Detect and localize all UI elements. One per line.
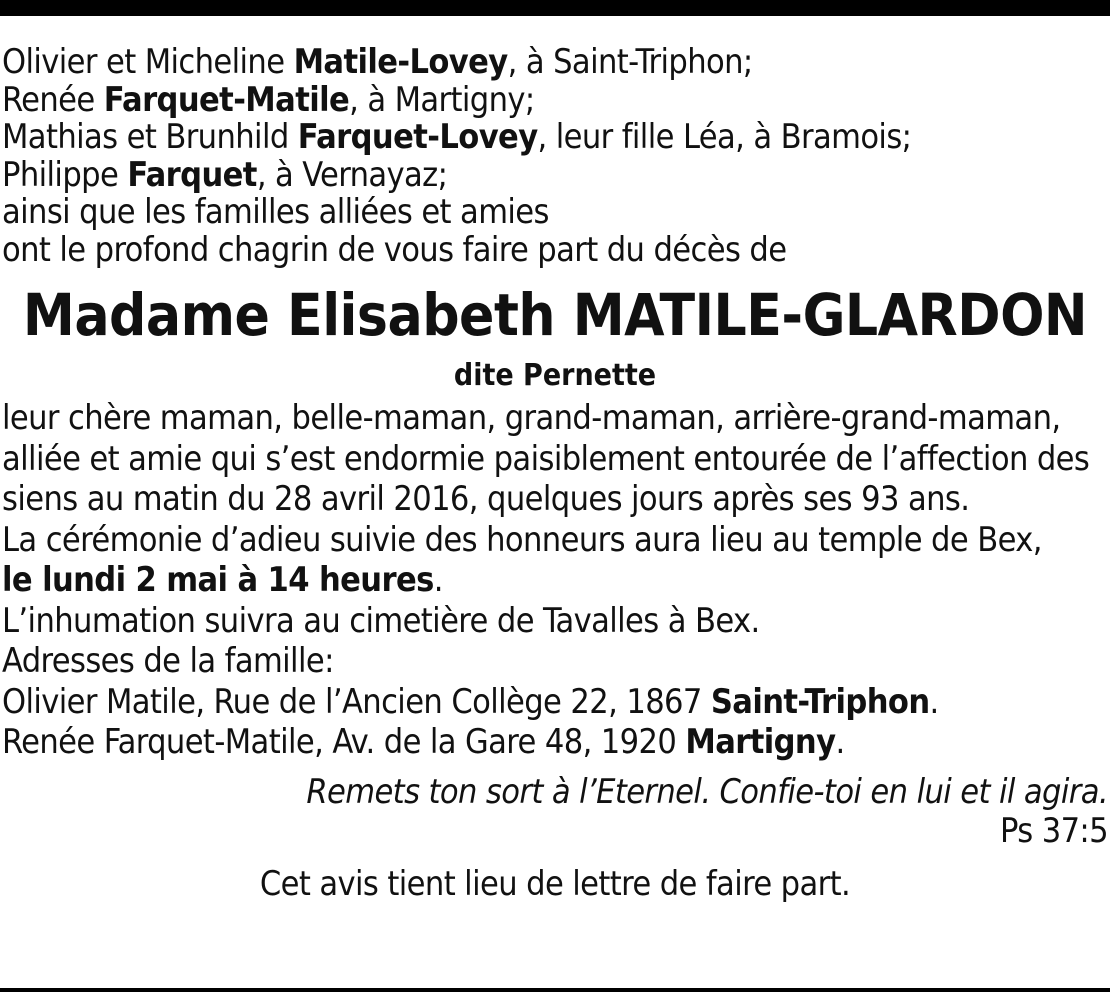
top-border-rule <box>0 0 1110 16</box>
notice-body <box>2 398 1108 763</box>
scripture-reference: Ps 37:5 <box>1000 810 1108 851</box>
address-city: Saint-Triphon <box>710 681 930 722</box>
body-line: alliée et amie qui s’est endormie paisiblement entourée de l’affection des <box>2 438 1090 479</box>
family-name: Farquet-Matile <box>103 79 350 120</box>
address-line: Renée Farquet-Matile, Av. de la Gare 48, 1920 Martigny. <box>2 722 845 762</box>
family-name: Matile-Lovey <box>293 42 508 82</box>
body-line: siens au matin du 28 avril 2016, quelques jours après ses 93 ans. <box>2 479 970 519</box>
family-name: Farquet <box>127 154 257 195</box>
family-line: Olivier et Micheline Matile-Lovey, à Saint-Triphon; <box>2 42 753 82</box>
body-line: La cérémonie d’adieu suivie des honneurs aura lieu au temple de Bex, <box>2 519 1042 560</box>
notice-footer: Cet avis tient lieu de lettre de faire part. <box>259 863 851 904</box>
address-city: Martigny <box>685 722 836 762</box>
family-list <box>2 44 1108 269</box>
ceremony-time: le lundi 2 mai à 14 heures. <box>2 560 443 600</box>
addresses-label: Adresses de la famille: <box>2 641 334 681</box>
burial-line: L’inhumation suivra au cimetière de Tavalles à Bex. <box>2 600 760 641</box>
scripture-quote: Remets ton sort à l’Eternel. Confie-toi en lui et il agira. <box>306 771 1108 812</box>
family-line: Philippe Farquet, à Vernayaz; <box>2 154 448 195</box>
family-line: Mathias et Brunhild Farquet-Lovey, leur fille Léa, à Bramois; <box>2 117 912 157</box>
family-name: Farquet-Lovey <box>297 117 538 157</box>
bottom-border-rule <box>0 988 1110 992</box>
obituary-notice <box>2 44 1108 904</box>
address-line: Olivier Matile, Rue de l’Ancien Collège 22, 1867 Saint-Triphon. <box>2 681 939 722</box>
intro-line: ainsi que les familles alliées et amies <box>2 192 549 232</box>
intro-line: ont le profond chagrin de vous faire part du décès de <box>2 229 787 270</box>
deceased-nickname: dite Pernette <box>453 358 657 393</box>
body-line: leur chère maman, belle-maman, grand-maman, arrière-grand-maman, <box>2 398 1061 438</box>
deceased-name: Madame Elisabeth MATILE-GLARDON <box>22 281 1088 349</box>
family-line: Renée Farquet-Matile, à Martigny; <box>2 79 535 120</box>
